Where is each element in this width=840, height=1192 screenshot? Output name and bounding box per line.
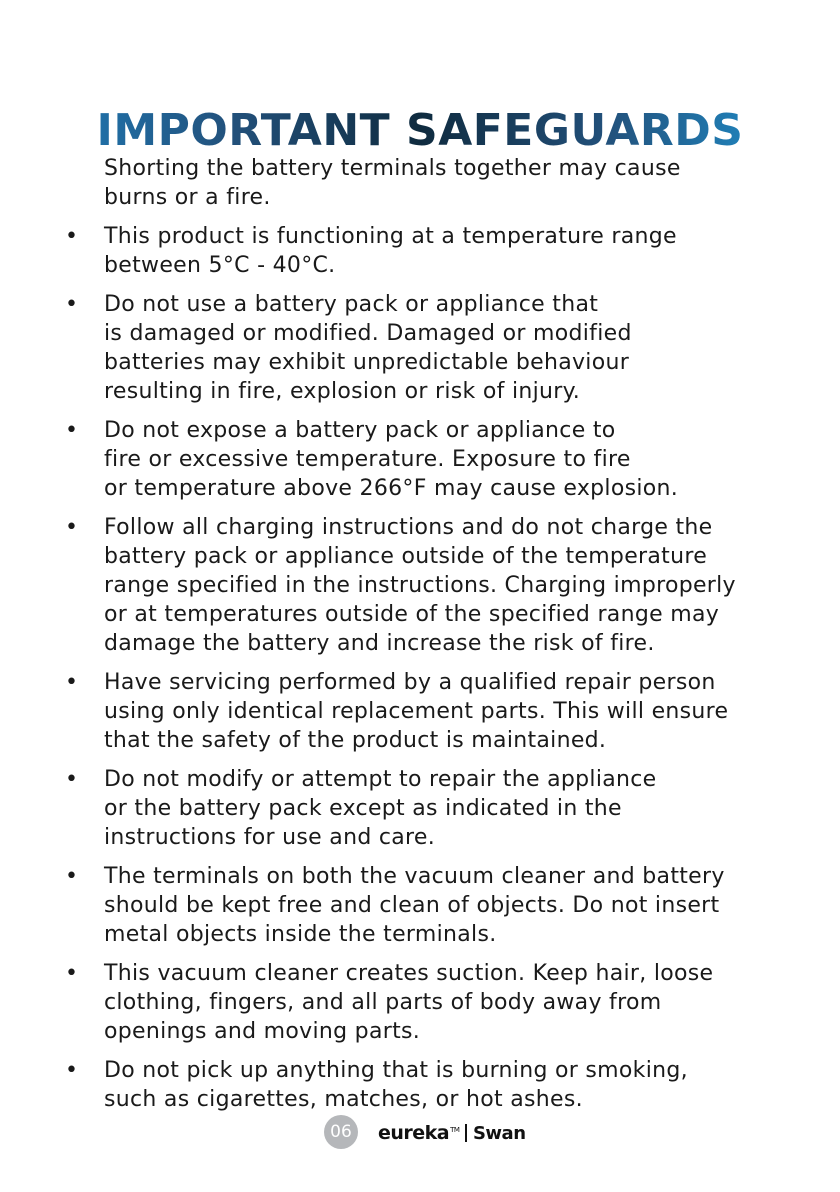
text-line: is damaged or modified. Damaged or modified [104, 321, 632, 346]
bullet-item [56, 668, 796, 755]
text-line: metal objects inside the terminals. [104, 922, 497, 947]
text-line: resulting in fire, explosion or risk of injury. [104, 379, 581, 404]
text-line: Shorting the battery terminals together may cause [104, 156, 681, 181]
text-line: This vacuum cleaner creates suction. Keep hair, loose [104, 961, 714, 986]
page-footer [0, 1115, 840, 1151]
brand-divider [465, 1124, 467, 1142]
bullet-item [56, 765, 796, 852]
bullet-item [56, 290, 796, 406]
text-line: clothing, fingers, and all parts of body away from [104, 990, 662, 1015]
text-line: range specified in the instructions. Charging improperly [104, 573, 736, 598]
bullet-dot-icon: • [65, 515, 79, 540]
brand-logo [378, 1119, 526, 1147]
bullet-item [56, 959, 796, 1046]
text-line: instructions for use and care. [104, 825, 436, 850]
text-line: batteries may exhibit unpredictable behaviour [104, 350, 630, 375]
bullet-item [56, 513, 796, 658]
text-line: This product is functioning at a temperature range [104, 224, 677, 249]
bullet-item [56, 222, 796, 280]
text-line: Do not modify or attempt to repair the appliance [104, 767, 657, 792]
bullet-dot-icon: • [65, 418, 79, 443]
text-line: fire or excessive temperature. Exposure to fire [104, 447, 631, 472]
text-line: The terminals on both the vacuum cleaner and battery [104, 864, 725, 889]
text-line: between 5°C - 40°C. [104, 253, 336, 278]
bullet-dot-icon: • [65, 292, 79, 317]
text-line: battery pack or appliance outside of the temperature [104, 544, 708, 569]
bullet-item [56, 416, 796, 503]
text-line: using only identical replacement parts. This will ensure [104, 699, 729, 724]
eureka-logo: eureka™ [378, 1122, 460, 1144]
continuation-paragraph [56, 154, 796, 212]
bullet-dot-icon: • [65, 864, 79, 889]
bullet-dot-icon: • [65, 767, 79, 792]
text-line: such as cigarettes, matches, or hot ashes. [104, 1087, 583, 1112]
text-line: or temperature above 266°F may cause explosion. [104, 476, 679, 501]
bullet-dot-icon: • [65, 961, 79, 986]
text-line: damage the battery and increase the risk of fire. [104, 631, 655, 656]
bullet-dot-icon: • [65, 670, 79, 695]
bullet-item [56, 1056, 796, 1114]
text-line: Do not pick up anything that is burning or smoking, [104, 1058, 688, 1083]
text-line: that the safety of the product is maintained. [104, 728, 607, 753]
page-number-badge: 06 [324, 1115, 358, 1149]
page-title: IMPORTANT SAFEGUARDS [0, 103, 840, 159]
text-line: Have servicing performed by a qualified repair person [104, 670, 716, 695]
text-line: openings and moving parts. [104, 1019, 421, 1044]
text-line: Follow all charging instructions and do not charge the [104, 515, 713, 540]
text-line: Do not use a battery pack or appliance that [104, 292, 599, 317]
text-line: burns or a fire. [104, 185, 271, 210]
swan-logo: Swan [472, 1122, 526, 1144]
bullet-dot-icon: • [65, 224, 79, 249]
text-line: or the battery pack except as indicated in the [104, 796, 622, 821]
bullet-item [56, 862, 796, 949]
safeguards-list [56, 154, 796, 1124]
text-line: or at temperatures outside of the specified range may [104, 602, 720, 627]
text-line: Do not expose a battery pack or appliance to [104, 418, 616, 443]
text-line: should be kept free and clean of objects. Do not insert [104, 893, 720, 918]
bullet-dot-icon: • [65, 1058, 79, 1083]
